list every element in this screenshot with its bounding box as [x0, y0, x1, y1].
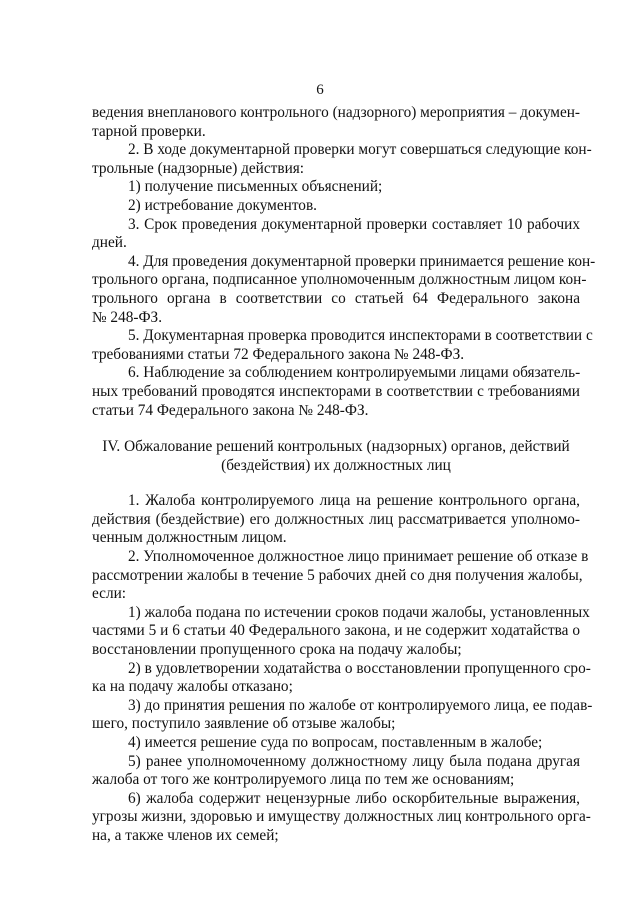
text-line: если: [92, 585, 127, 603]
text-line: 4. Для проведения документарной проверки принимается решение кон- [128, 252, 596, 270]
text-line: 2. В ходе документарной проверки могут совершаться следующие кон- [128, 141, 592, 159]
page-number: 6 [316, 82, 324, 98]
text-line: требованиями статьи 72 Федерального закона № 248-ФЗ. [92, 345, 465, 363]
heading-line: (бездействия) их должностных лиц [221, 456, 451, 474]
paragraph-p2-1 [92, 178, 580, 197]
text-line: 5. Документарная проверка проводится инспекторами в соответствии с [128, 327, 593, 345]
text-line: восстановлении пропущенного срока на подачу жалобы; [92, 641, 462, 659]
section-spacer [92, 475, 580, 492]
paragraph-s1 [92, 492, 580, 548]
text-line: тарной проверки. [92, 122, 206, 140]
text-line: трольного органа, подписанное уполномоченным должностным лицом кон- [92, 271, 587, 289]
paragraph-s2-6 [92, 789, 591, 846]
text-line: 3) до принятия решения по жалобе от контролируемого лица, ее подав- [128, 696, 593, 714]
text-line: 6) жалоба содержит нецензурные либо оскорбительные выражения, [128, 789, 580, 807]
section-spacer [92, 420, 580, 438]
text-line: статьи 74 Федерального закона № 248-ФЗ. [92, 401, 369, 419]
paragraph-p2-2 [92, 197, 580, 216]
paragraph-s2-5 [92, 753, 580, 790]
text-line: действия (бездействие) его должностных лиц рассматривается уполномо- [92, 510, 580, 528]
paragraph-p-cont [92, 104, 580, 141]
document-body [92, 104, 596, 846]
text-line: частями 5 и 6 статьи 40 Федерального закона, и не содержит ходатайства о [92, 622, 580, 640]
text-line: 2) истребование документов. [128, 196, 318, 214]
text-line: рассмотрении жалобы в течение 5 рабочих дней со дня получения жалобы, [92, 566, 583, 584]
paragraph-s2 [92, 548, 589, 604]
text-line: на, а также членов их семей; [92, 826, 279, 844]
text-line: № 248-ФЗ. [92, 308, 163, 326]
text-line: 6. Наблюдение за соблюдением контролируемыми лицами обязатель- [128, 364, 581, 382]
paragraph-p3 [92, 216, 580, 253]
paragraph-p2 [92, 141, 592, 178]
text-line: ведения внепланового контрольного (надзорного) мероприятия – докумен- [92, 104, 581, 121]
paragraph-p6 [92, 364, 580, 420]
text-line: 1) получение письменных объяснений; [128, 178, 383, 196]
text-line: ченным должностным лицом. [92, 529, 287, 547]
paragraph-s2-2 [92, 659, 591, 697]
text-line: 5) ранее уполномоченному должностному лицу была подана другая [128, 752, 580, 770]
text-line: 2. Уполномоченное должностное лицо принимает решение об отказе в [128, 548, 589, 566]
paragraph-s2-1 [92, 603, 590, 660]
text-line: 1) жалоба подана по истечении сроков подачи жалобы, установленных [128, 603, 590, 621]
paragraph-s2-3 [92, 696, 593, 734]
paragraph-p5 [92, 327, 593, 364]
text-line: угрозы жизни, здоровью и имуществу должностных лиц контрольного орга- [92, 808, 591, 826]
paragraph-p4 [92, 252, 596, 327]
text-line: 2) в удовлетворении ходатайства о восстановлении пропущенного сро- [128, 659, 591, 677]
heading-line: IV. Обжалование решений контрольных (надзорных) органов, действий [102, 438, 570, 456]
text-line: 1. Жалоба контролируемого лица на решение контрольного органа, [128, 492, 580, 510]
section-heading [92, 438, 580, 475]
text-line: ка на подачу жалобы отказано; [92, 678, 293, 696]
text-line: жалоба от того же контролируемого лица по тем же основаниям; [92, 771, 515, 789]
text-line: трольного органа в соответствии со статьей 64 Федерального закона [92, 289, 580, 307]
text-line: 3. Срок проведения документарной проверки составляет 10 рабочих [128, 215, 580, 233]
text-line: шего, поступило заявление об отзыве жалобы; [92, 715, 396, 733]
text-line: ных требований проводятся инспекторами в соответствии с требованиями [92, 382, 580, 400]
text-line: трольные (надзорные) действия: [92, 159, 305, 177]
paragraph-s2-4 [92, 734, 580, 753]
text-line: 4) имеется решение суда по вопросам, поставленным в жалобе; [128, 734, 543, 751]
text-line: дней. [92, 234, 127, 252]
